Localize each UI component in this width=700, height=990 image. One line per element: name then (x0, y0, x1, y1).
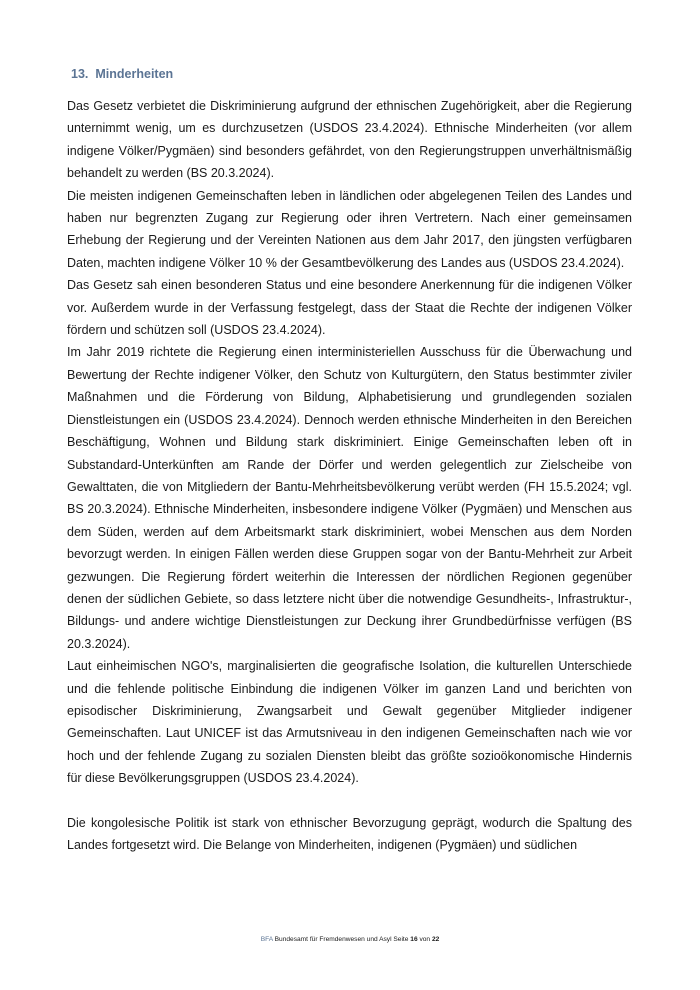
paragraph: Die kongolesische Politik ist stark von ethnischer Bevorzugung geprägt, wodurch die Spaltung des Landes fortgesetzt wird. Die Belange von Minderheiten, indigenen (Pygmäen) und südlichen (67, 815, 632, 852)
document-page (67, 64, 632, 856)
paragraph: Das Gesetz sah einen besonderen Status und eine besondere Anerkennung für die indigenen Völker vor. Außerdem wurde in der Verfassung festgelegt, dass der Staat die Rechte der indigenen Völker fördern und schützen soll (USDOS 23.4.2024). (67, 278, 632, 338)
footer-brand: BFA (260, 936, 273, 943)
paragraph: Laut einheimischen NGO's, marginalisierten die geografische Isolation, die kulturellen Unterschiede und die fehlende politische Einbindung die indigenen Völker im ganzen Land und berichten von episodischer Diskriminierung, Zwangsarbeit und Gewalt gegenüber Mitglieder indigener Gemeinschaften. Laut UNICEF ist das Armutsniveau in den indigenen Gemeinschaften nach wie vor hoch und der fehlende Zugang zu sozialen Diensten bleibt das größte sozioökonomische Hindernis für diese Bevölkerungsgruppen (USDOS 23.4.2024). (67, 659, 632, 786)
paragraph: Die meisten indigenen Gemeinschaften leben in ländlichen oder abgelegenen Teilen des Landes und haben nur begrenzten Zugang zur Regierung oder ihren Vertretern. Nach einer gemeinsamen Erhebung der Regierung und der Vereinten Nationen aus dem Jahr 2017, den jüngsten verfügbaren Daten, machten indigene Völker 10 % der Gesamtbevölkerung des Landes aus (USDOS 23.4.2024). (67, 188, 632, 270)
section-title: Minderheiten (95, 67, 174, 81)
paragraph: Das Gesetz verbietet die Diskriminierung aufgrund der ethnischen Zugehörigkeit, aber die Regierung unternimmt wenig, um es durchzusetzen (USDOS 23.4.2024). Ethnische Minderheiten (vor allem indigene Völker/Pygmäen) sind besonders gefährdet, von den Regierungstruppen unverhältnismäßig behandelt zu werden (BS 20.3.2024). (67, 99, 632, 181)
footer-page-number: 16 (410, 936, 418, 943)
footer-text: Bundesamt für Fremdenwesen und Asyl Seite (274, 936, 409, 943)
section-heading (71, 64, 632, 84)
section-number: 13. (71, 67, 89, 81)
footer-of: von (419, 936, 431, 943)
page-footer (0, 936, 700, 943)
paragraph: Im Jahr 2019 richtete die Regierung einen interministeriellen Ausschuss für die Überwachung und Bewertung der Rechte indigener Völker, den Schutz von Kulturgütern, den Status bestimmter ziviler Maßnahmen und die Förderung von Bildung, Alphabetisierung und grundlegenden sozialen Dienstleistungen ein (USDOS 23.4.2024). Dennoch werden ethnische Minderheiten in den Bereichen Beschäftigung, Wohnen und Bildung stark diskriminiert. Einige Gemeinschaften leben oft in Substandard-Unterkünften am Rande der Dörfer und werden gelegentlich zur Zielscheibe von Gewalttaten, die von Mitgliedern der Bantu-Mehrheitsbevölkerung verübt werden (FH 15.5.2024; vgl. BS 20.3.2024). Ethnische Minderheiten, insbesondere indigene Völker (Pygmäen) und Menschen aus dem Süden, werden auf dem Arbeitsmarkt stark diskriminiert, wobei Menschen aus dem Norden bevorzugt werden. In einigen Fällen werden diese Gruppen sogar von der Bantu-Mehrheit zur Arbeit gezwungen. Die Regierung fördert weiterhin die Interessen der nördlichen Regionen gegenüber denen der südlichen Gebiete, so dass letztere nicht über die notwendige Gesundheits-, Infrastruktur-, Bildungs- und andere wichtige Dienstleistungen zur Deckung ihrer Grundbedürfnisse verfügen (BS 20.3.2024). (67, 345, 632, 651)
footer-page-total: 22 (431, 936, 440, 943)
